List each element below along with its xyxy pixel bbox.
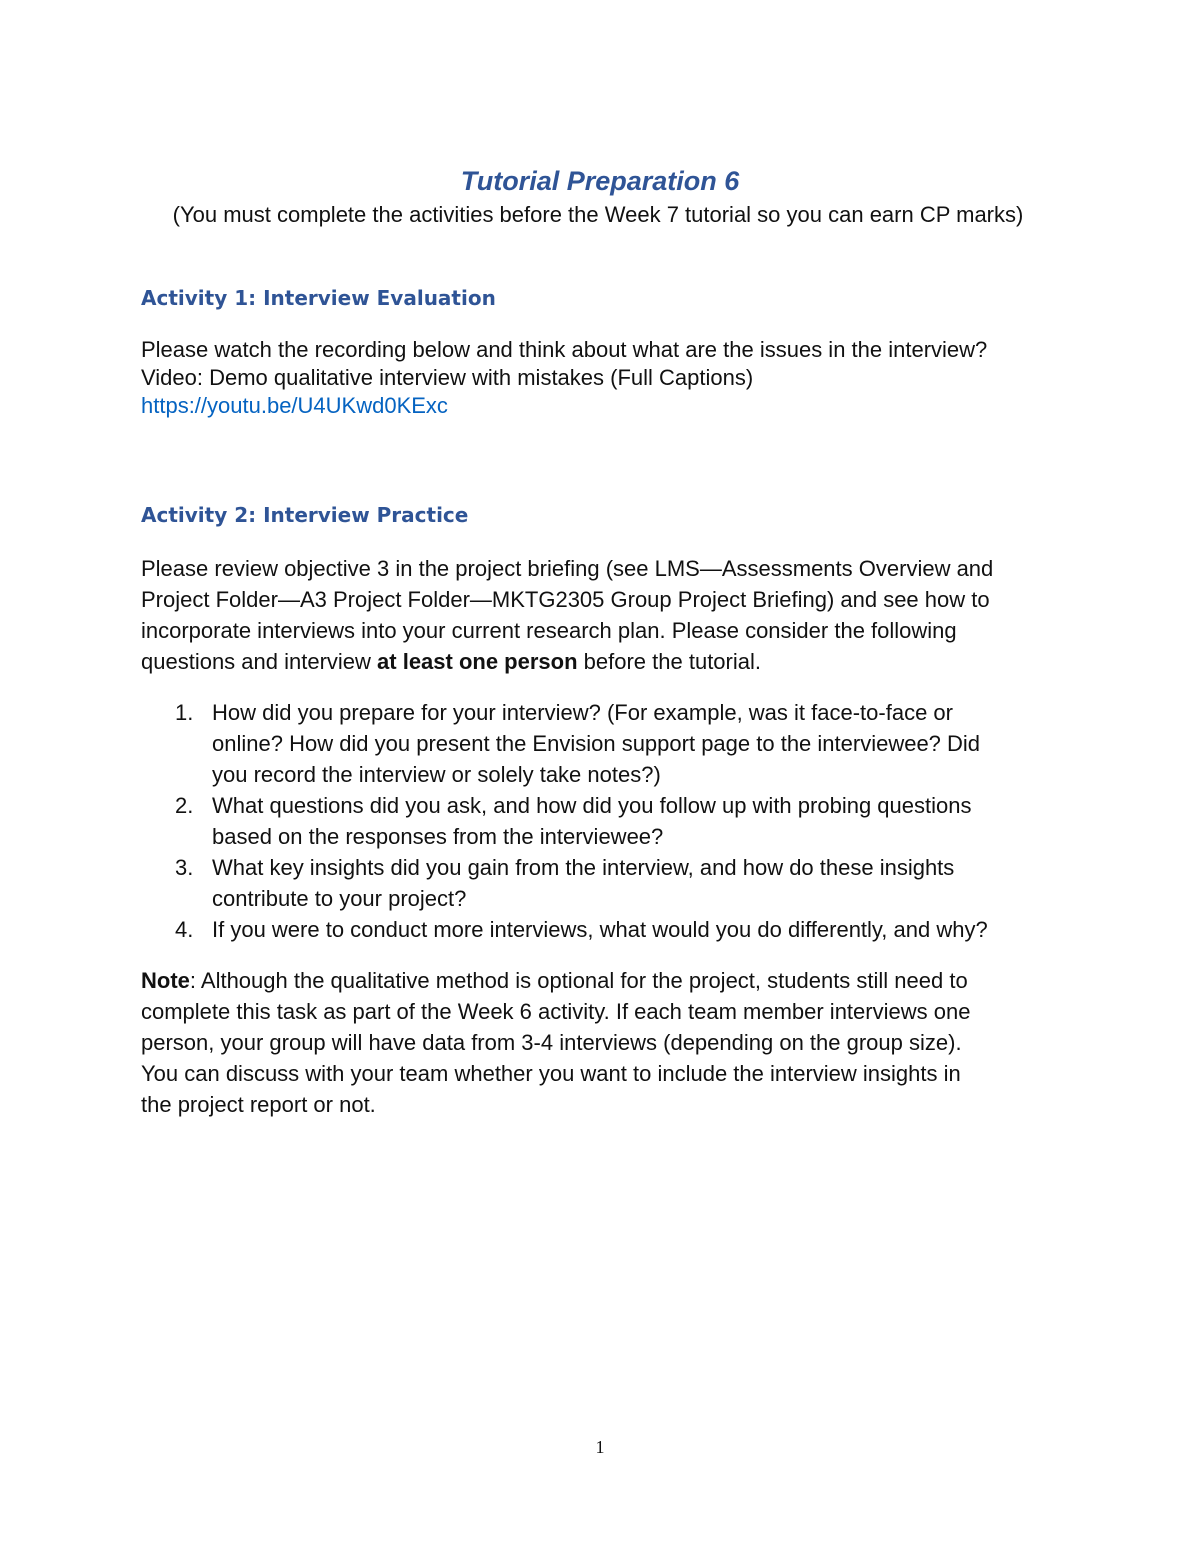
question-text: contribute to your project?: [212, 886, 467, 911]
note-line: You can discuss with your team whether you want to include the interview insights in: [141, 1061, 961, 1086]
note-line: complete this task as part of the Week 6 activity. If each team member interviews one: [141, 999, 971, 1024]
activity-2-line: Project Folder—A3 Project Folder—MKTG2305 Group Project Briefing) and see how to: [141, 587, 990, 612]
question-text: you record the interview or solely take notes?): [212, 762, 661, 787]
question-text: If you were to conduct more interviews, what would you do differently, and why?: [212, 917, 988, 942]
note-label: Note: [141, 968, 190, 993]
question-text: What key insights did you gain from the interview, and how do these insights: [212, 855, 955, 880]
question-text: What questions did you ask, and how did you follow up with probing questions: [212, 793, 972, 818]
list-number: 1.: [175, 700, 194, 725]
activity-1-heading: Activity 1: Interview Evaluation: [141, 286, 496, 310]
list-item: [141, 914, 1071, 945]
activity-2-line: [141, 646, 1071, 677]
list-number: 3.: [175, 855, 194, 880]
video-link[interactable]: https://youtu.be/U4UKwd0KExc: [141, 393, 448, 418]
list-item: [141, 852, 1071, 914]
activity-2-line: Please review objective 3 in the project briefing (see LMS—Assessments Overview and: [141, 556, 994, 581]
note-line: [141, 965, 1071, 996]
note-paragraph: [141, 965, 1071, 1120]
note-line: the project report or not.: [141, 1092, 376, 1117]
note-line: person, your group will have data from 3-4 interviews (depending on the group size).: [141, 1030, 962, 1055]
activity-1-body: [141, 336, 1071, 420]
list-item: [141, 790, 1071, 852]
document-title: Tutorial Preparation 6: [460, 166, 740, 196]
activity-2-body: [141, 553, 1071, 677]
question-text: based on the responses from the interviewee?: [212, 824, 664, 849]
question-list: [141, 697, 1071, 945]
list-number: 4.: [175, 917, 194, 942]
activity-1-instruction: Please watch the recording below and think about what are the issues in the interview?: [141, 337, 988, 362]
emphasis-text: at least one person: [377, 649, 578, 674]
list-number: 2.: [175, 793, 194, 818]
activity-2-line-text: before the tutorial.: [577, 649, 761, 674]
question-text: online? How did you present the Envision support page to the interviewee? Did: [212, 731, 981, 756]
activity-2-line-text: questions and interview: [141, 649, 378, 674]
activity-2-line: incorporate interviews into your current research plan. Please consider the following: [141, 618, 957, 643]
question-text: How did you prepare for your interview? (For example, was it face-to-face or: [212, 700, 953, 725]
note-text: : Although the qualitative method is optional for the project, students still need to: [189, 968, 968, 993]
document-subtitle: (You must complete the activities before the Week 7 tutorial so you can earn CP marks): [172, 202, 1024, 227]
activity-1-video-title: Video: Demo qualitative interview with mistakes (Full Captions): [141, 365, 754, 390]
list-item: [141, 697, 1071, 790]
page-number: 1: [595, 1437, 605, 1457]
activity-2-heading: Activity 2: Interview Practice: [141, 503, 469, 527]
